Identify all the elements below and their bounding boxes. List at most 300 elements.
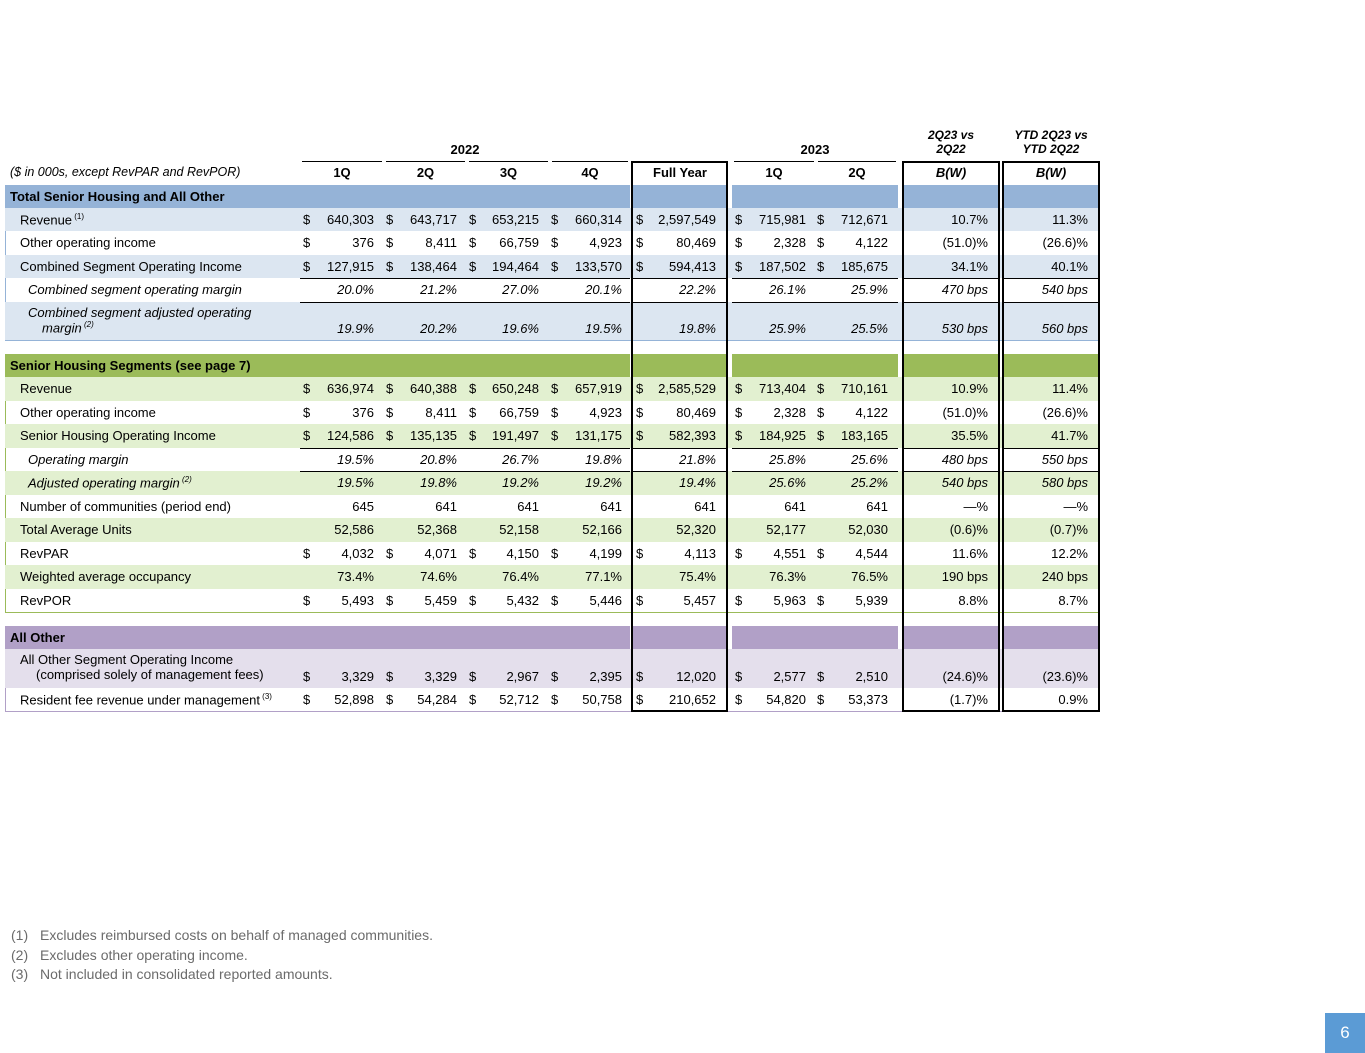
currency-sign: $ (469, 593, 477, 608)
value-cell: 52,586 (334, 522, 374, 537)
currency-sign: $ (386, 405, 394, 420)
value-cell: 643,717 (410, 212, 457, 227)
value-cell: 25.9% (851, 282, 888, 297)
compare-cell: 34.1% (951, 259, 988, 274)
footnote (11, 966, 333, 982)
value-cell: 19.9% (337, 321, 374, 336)
value-cell: 20.8% (420, 452, 457, 467)
compare-cell: 10.9% (951, 381, 988, 396)
currency-sign: $ (386, 692, 394, 707)
value-cell: 5,963 (773, 593, 806, 608)
footnote-text: Not included in consolidated reported amounts. (40, 966, 333, 982)
compare-cell: 540 bps (1041, 282, 1088, 297)
row-label-text: Resident fee revenue under management (20, 692, 260, 708)
value-cell: 52,158 (499, 522, 539, 537)
value-cell: 185,675 (841, 259, 888, 274)
currency-sign: $ (735, 593, 743, 608)
compare-cell: 0.9% (1058, 692, 1088, 707)
value-cell: 25.5% (851, 321, 888, 336)
value-cell: 138,464 (410, 259, 457, 274)
value-cell: 25.8% (769, 452, 806, 467)
currency-sign: $ (551, 692, 559, 707)
row-label-text: Combined segment adjusted operating (28, 305, 252, 320)
currency-sign: $ (636, 669, 644, 684)
value-cell: 133,570 (575, 259, 622, 274)
compare-cell: 11.3% (1052, 212, 1088, 227)
value-cell: 131,175 (575, 428, 622, 443)
value-cell: 66,759 (499, 235, 539, 250)
value-cell: 19.5% (337, 475, 374, 490)
footnote-text: Excludes reimbursed costs on behalf of managed communities. (40, 927, 433, 943)
footnote (11, 947, 248, 963)
column-header-8: B(W) (1035, 165, 1067, 180)
value-cell: 3,329 (424, 669, 457, 684)
compare-quarter-header: 2Q23 vs 2Q22 (927, 128, 975, 156)
value-cell: 25.6% (769, 475, 806, 490)
value-cell: 2,395 (589, 669, 622, 684)
currency-sign: $ (735, 212, 743, 227)
row-label (20, 428, 216, 443)
currency-sign: $ (386, 212, 394, 227)
value-cell: 713,404 (759, 381, 806, 396)
value-cell: 80,469 (676, 235, 716, 250)
currency-sign: $ (735, 546, 743, 561)
value-cell: 54,820 (766, 692, 806, 707)
row-label-text2: margin (42, 320, 82, 336)
value-cell: 210,652 (669, 692, 716, 707)
compare-cell: 580 bps (1041, 475, 1088, 490)
value-cell: 19.6% (502, 321, 539, 336)
currency-sign: $ (303, 381, 311, 396)
value-cell: 640,388 (410, 381, 457, 396)
value-cell: 25.6% (851, 452, 888, 467)
value-cell: 54,284 (417, 692, 457, 707)
value-cell: 4,150 (506, 546, 539, 561)
compare-cell: 41.7% (1051, 428, 1088, 443)
value-cell: 191,497 (492, 428, 539, 443)
compare-cell: 12.2% (1051, 546, 1088, 561)
compare-cell: (51.0)% (942, 405, 988, 420)
currency-sign: $ (817, 212, 825, 227)
value-cell: 19.8% (679, 321, 716, 336)
currency-sign: $ (303, 428, 311, 443)
value-cell: 5,939 (855, 593, 888, 608)
value-cell: 650,248 (492, 381, 539, 396)
compare-cell: 560 bps (1041, 321, 1088, 336)
row-label (20, 405, 156, 420)
row-label-text: Adjusted operating margin (28, 475, 180, 491)
value-cell: 52,166 (582, 522, 622, 537)
row-label-text: RevPAR (20, 546, 69, 561)
value-cell: 194,464 (492, 259, 539, 274)
value-cell: 5,446 (589, 593, 622, 608)
value-cell: 20.0% (337, 282, 374, 297)
row-label-text: Number of communities (period end) (20, 499, 231, 514)
value-cell: 66,759 (499, 405, 539, 420)
currency-sign: $ (817, 669, 825, 684)
value-cell: 19.8% (585, 452, 622, 467)
currency-sign: $ (469, 546, 477, 561)
currency-sign: $ (735, 235, 743, 250)
currency-sign: $ (303, 669, 311, 684)
currency-sign: $ (551, 235, 559, 250)
currency-sign: $ (303, 235, 311, 250)
column-header-rule (386, 161, 465, 162)
currency-sign: $ (817, 428, 825, 443)
full-year-box (631, 161, 728, 712)
row-label-text: Combined Segment Operating Income (20, 259, 242, 274)
compare-cell: 8.8% (958, 593, 988, 608)
value-cell: 2,577 (773, 669, 806, 684)
compare-ytd-header: YTD 2Q23 vs YTD 2Q22 (1014, 128, 1088, 156)
quarter-compare-box (902, 161, 1000, 712)
column-header-1: 2Q (416, 165, 435, 180)
value-cell: 19.2% (585, 475, 622, 490)
value-cell: 76.5% (851, 569, 888, 584)
row-label (20, 235, 156, 250)
value-cell: 52,712 (499, 692, 539, 707)
currency-sign: $ (817, 692, 825, 707)
value-cell: 52,368 (417, 522, 457, 537)
value-cell: 2,967 (506, 669, 539, 684)
row-label-text: Weighted average occupancy (20, 569, 192, 584)
currency-sign: $ (551, 259, 559, 274)
currency-sign: $ (303, 405, 311, 420)
currency-sign: $ (636, 546, 644, 561)
row-label-text: Total Average Units (20, 522, 132, 537)
margin-row-rule (732, 448, 898, 449)
units-note: ($ in 000s, except RevPAR and RevPOR) (10, 165, 241, 179)
row-label (20, 546, 69, 561)
value-cell: 5,459 (424, 593, 457, 608)
row-label-text: Other operating income (20, 405, 156, 420)
currency-sign: $ (386, 259, 394, 274)
row-label-text: Revenue (20, 212, 73, 228)
currency-sign: $ (735, 259, 743, 274)
compare-cell: —% (1063, 499, 1088, 514)
currency-sign: $ (469, 405, 477, 420)
section-title: All Other (10, 630, 65, 645)
margin-row-rule (732, 302, 898, 303)
value-cell: 52,177 (766, 522, 806, 537)
value-cell: 641 (784, 499, 806, 514)
currency-sign: $ (303, 259, 311, 274)
row-label-text: Combined segment operating margin (28, 282, 242, 297)
value-cell: 582,393 (669, 428, 716, 443)
compare-cell: 190 bps (941, 569, 988, 584)
row-label (20, 522, 132, 537)
value-cell: 4,923 (589, 235, 622, 250)
value-cell: 20.1% (585, 282, 622, 297)
currency-sign: $ (817, 405, 825, 420)
row-label (20, 593, 71, 608)
margin-row-rule (300, 278, 630, 279)
footnote-ref: (2) (179, 475, 192, 484)
value-cell: 80,469 (676, 405, 716, 420)
section-title: Senior Housing Segments (see page 7) (10, 358, 251, 373)
compare-cell: 11.6% (952, 546, 988, 561)
compare-cell: 470 bps (941, 282, 988, 297)
value-cell: 124,586 (327, 428, 374, 443)
value-cell: 26.7% (502, 452, 539, 467)
value-cell: 75.4% (679, 569, 716, 584)
footnote (11, 927, 433, 943)
currency-sign: $ (817, 381, 825, 396)
currency-sign: $ (551, 212, 559, 227)
ytd-compare-box (1002, 161, 1100, 712)
column-header-rule (818, 161, 896, 162)
column-header-rule (552, 161, 628, 162)
value-cell: 4,923 (589, 405, 622, 420)
row-label-text: Senior Housing Operating Income (20, 428, 216, 443)
value-cell: 22.2% (679, 282, 716, 297)
year-2023-header: 2023 (800, 142, 830, 157)
value-cell: 25.9% (769, 321, 806, 336)
value-cell: 53,373 (848, 692, 888, 707)
compare-cell: (0.7)% (1049, 522, 1088, 537)
compare-cell: 35.5% (951, 428, 988, 443)
value-cell: 19.4% (679, 475, 716, 490)
currency-sign: $ (303, 593, 311, 608)
value-cell: 4,544 (855, 546, 888, 561)
row-label-text: Other operating income (20, 235, 156, 250)
compare-cell: (1.7)% (949, 692, 988, 707)
value-cell: 645 (352, 499, 374, 514)
currency-sign: $ (735, 692, 743, 707)
value-cell: 3,329 (341, 669, 374, 684)
value-cell: 187,502 (759, 259, 806, 274)
value-cell: 127,915 (327, 259, 374, 274)
column-header-2: 3Q (499, 165, 518, 180)
value-cell: 653,215 (492, 212, 539, 227)
compare-cell: (24.6)% (942, 669, 988, 684)
row-label-text: All Other Segment Operating Income (20, 652, 234, 667)
currency-sign: $ (735, 405, 743, 420)
currency-sign: $ (469, 669, 477, 684)
margin-row-rule (732, 471, 898, 472)
value-cell: 25.2% (851, 475, 888, 490)
value-cell: 594,413 (669, 259, 716, 274)
currency-sign: $ (817, 546, 825, 561)
margin-row-rule (300, 302, 630, 303)
value-cell: 8,411 (425, 235, 457, 250)
value-cell: 4,551 (773, 546, 806, 561)
currency-sign: $ (551, 669, 559, 684)
value-cell: 52,320 (676, 522, 716, 537)
currency-sign: $ (636, 259, 644, 274)
currency-sign: $ (551, 546, 559, 561)
value-cell: 5,432 (506, 593, 539, 608)
margin-row-rule (300, 471, 630, 472)
column-header-rule (469, 161, 548, 162)
value-cell: 641 (435, 499, 457, 514)
row-label (20, 381, 72, 396)
compare-cell: (0.6)% (949, 522, 988, 537)
compare-cell: 40.1% (1051, 259, 1088, 274)
value-cell: 641 (866, 499, 888, 514)
currency-sign: $ (469, 235, 477, 250)
value-cell: 660,314 (575, 212, 622, 227)
currency-sign: $ (386, 669, 394, 684)
row-label-line2 (36, 667, 264, 682)
footnote-ref: (2) (81, 320, 94, 329)
currency-sign: $ (636, 692, 644, 707)
currency-sign: $ (817, 235, 825, 250)
value-cell: 76.4% (502, 569, 539, 584)
column-header-3: 4Q (581, 165, 599, 180)
value-cell: 77.1% (585, 569, 622, 584)
value-cell: 4,122 (855, 405, 888, 420)
currency-sign: $ (817, 593, 825, 608)
compare-cell: —% (963, 499, 988, 514)
currency-sign: $ (636, 428, 644, 443)
value-cell: 712,671 (841, 212, 888, 227)
compare-cell: (26.6)% (1042, 235, 1088, 250)
currency-sign: $ (551, 381, 559, 396)
value-cell: 715,981 (759, 212, 806, 227)
value-cell: 2,510 (855, 669, 888, 684)
row-label (28, 282, 242, 297)
value-cell: 376 (352, 405, 374, 420)
value-cell: 636,974 (327, 381, 374, 396)
value-cell: 641 (517, 499, 539, 514)
value-cell: 19.8% (420, 475, 457, 490)
value-cell: 4,113 (684, 546, 716, 561)
currency-sign: $ (386, 546, 394, 561)
row-label (20, 652, 233, 667)
column-header-rule (734, 161, 814, 162)
footnote-number: (2) (11, 946, 29, 963)
compare-cell: (23.6)% (1042, 669, 1088, 684)
currency-sign: $ (303, 212, 311, 227)
value-cell: 2,328 (773, 235, 806, 250)
row-label (20, 569, 191, 584)
currency-sign: $ (551, 405, 559, 420)
row-label (28, 305, 251, 320)
currency-sign: $ (551, 593, 559, 608)
compare-cell: 11.4% (1052, 381, 1088, 396)
value-cell: 641 (694, 499, 716, 514)
value-cell: 641 (600, 499, 622, 514)
row-label (20, 259, 242, 274)
currency-sign: $ (386, 593, 394, 608)
currency-sign: $ (636, 405, 644, 420)
compare-cell: 550 bps (1041, 452, 1088, 467)
value-cell: 19.2% (502, 475, 539, 490)
row-label (20, 692, 272, 707)
row-label (20, 499, 231, 514)
value-cell: 640,303 (327, 212, 374, 227)
currency-sign: $ (817, 259, 825, 274)
footnote-number: (1) (11, 927, 29, 943)
compare-cell: 540 bps (941, 475, 988, 490)
column-header-0: 1Q (333, 165, 351, 180)
footnote-ref: (3) (259, 692, 272, 701)
compare-cell: 10.7% (951, 212, 988, 227)
value-cell: 21.8% (679, 452, 716, 467)
value-cell: 27.0% (502, 282, 539, 297)
currency-sign: $ (469, 212, 477, 227)
column-header-5: 1Q (765, 165, 783, 180)
currency-sign: $ (469, 259, 477, 274)
value-cell: 5,457 (683, 593, 716, 608)
value-cell: 2,328 (773, 405, 806, 420)
currency-sign: $ (386, 428, 394, 443)
compare-cell: 8.7% (1058, 593, 1088, 608)
currency-sign: $ (303, 692, 311, 707)
currency-sign: $ (469, 381, 477, 396)
value-cell: 5,493 (341, 593, 374, 608)
row-label (20, 212, 84, 227)
currency-sign: $ (636, 381, 644, 396)
compare-cell: 240 bps (1041, 569, 1088, 584)
value-cell: 135,135 (410, 428, 457, 443)
currency-sign: $ (469, 692, 477, 707)
value-cell: 20.2% (420, 321, 457, 336)
footnote-number: (3) (11, 966, 29, 982)
value-cell: 12,020 (676, 669, 716, 684)
value-cell: 2,597,549 (658, 212, 716, 227)
value-cell: 74.6% (420, 569, 457, 584)
value-cell: 710,161 (841, 381, 888, 396)
column-header-rule (302, 161, 382, 162)
currency-sign: $ (551, 428, 559, 443)
currency-sign: $ (735, 428, 743, 443)
row-label (28, 452, 128, 467)
row-label-text: RevPOR (20, 593, 72, 608)
value-cell: 52,030 (848, 522, 888, 537)
column-header-7: B(W) (935, 165, 967, 180)
value-cell: 183,165 (841, 428, 888, 443)
currency-sign: $ (636, 212, 644, 227)
row-label-text: Operating margin (28, 452, 129, 467)
page-number: 6 (1325, 1013, 1365, 1053)
compare-cell: 530 bps (941, 321, 988, 336)
value-cell: 4,071 (424, 546, 457, 561)
value-cell: 184,925 (759, 428, 806, 443)
compare-cell: 480 bps (941, 452, 988, 467)
compare-cell: (26.6)% (1042, 405, 1088, 420)
currency-sign: $ (386, 381, 394, 396)
footnote-text: Excludes other operating income. (40, 946, 248, 963)
value-cell: 73.4% (337, 569, 374, 584)
value-cell: 52,898 (334, 692, 374, 707)
value-cell: 76.3% (769, 569, 806, 584)
value-cell: 50,758 (582, 692, 622, 707)
column-header-6: 2Q (848, 165, 866, 180)
compare-cell: (51.0)% (942, 235, 988, 250)
row-label-text: Revenue (20, 381, 73, 396)
margin-row-rule (300, 448, 630, 449)
footnote-ref: (1) (72, 212, 85, 221)
margin-row-rule (732, 278, 898, 279)
currency-sign: $ (735, 381, 743, 396)
section-title: Total Senior Housing and All Other (10, 189, 225, 204)
year-2022-header: 2022 (450, 142, 480, 157)
value-cell: 376 (352, 235, 374, 250)
row-label-line2 (42, 320, 94, 335)
value-cell: 2,585,529 (658, 381, 716, 396)
value-cell: 657,919 (575, 381, 622, 396)
value-cell: 4,032 (341, 546, 374, 561)
currency-sign: $ (386, 235, 394, 250)
currency-sign: $ (303, 546, 311, 561)
row-label-text2: (comprised solely of management fees) (36, 667, 264, 682)
currency-sign: $ (735, 669, 743, 684)
currency-sign: $ (636, 593, 644, 608)
currency-sign: $ (469, 428, 477, 443)
column-header-4: Full Year (653, 165, 707, 180)
